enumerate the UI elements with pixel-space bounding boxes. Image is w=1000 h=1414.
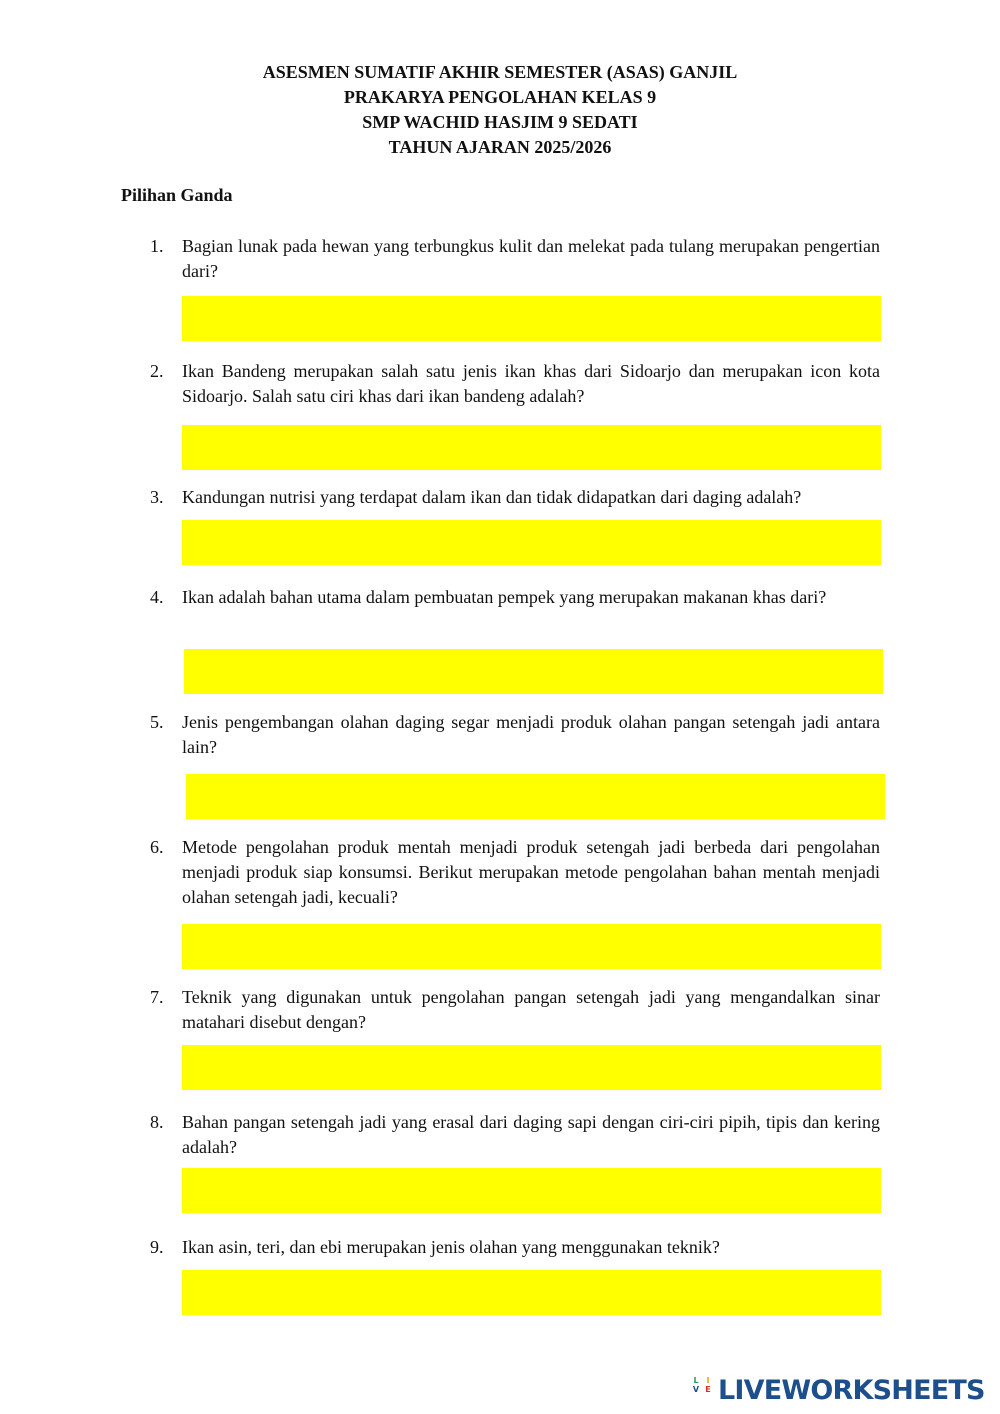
question-text: Teknik yang digunakan untuk pengolahan pangan setengah jadi yang mengandalkan sinar matahari disebut dengan? <box>182 987 880 1032</box>
answer-input-3[interactable] <box>182 520 881 565</box>
question-7 <box>150 985 880 1035</box>
section-title: Pilihan Ganda <box>121 185 233 205</box>
logo-text: LIVEWORKSHEETS <box>718 1374 985 1406</box>
header-year-line: TAHUN AJARAN 2025/2026 <box>388 137 612 157</box>
question-number: 1. <box>150 236 164 256</box>
question-number: 5. <box>150 712 164 732</box>
logo-mark-letter: L <box>693 1376 699 1385</box>
liveworksheets-logo <box>690 1373 985 1407</box>
logo-mark-letter: E <box>705 1385 711 1394</box>
header-title-line: ASESMEN SUMATIF AKHIR SEMESTER (ASAS) GANJIL <box>262 62 738 82</box>
question-1 <box>150 234 880 284</box>
answer-input-9[interactable] <box>182 1270 881 1315</box>
answer-input-7[interactable] <box>182 1045 881 1090</box>
question-text: Ikan adalah bahan utama dalam pembuatan pempek yang merupakan makanan khas dari? <box>182 587 827 607</box>
question-text: Kandungan nutrisi yang terdapat dalam ikan dan tidak didapatkan dari daging adalah? <box>182 487 802 507</box>
question-text: Bagian lunak pada hewan yang terbungkus kulit dan melekat pada tulang merupakan pengertian dari? <box>182 236 880 281</box>
question-9 <box>150 1235 880 1260</box>
question-number: 4. <box>150 587 164 607</box>
logo-mark-letter: I <box>706 1376 710 1385</box>
question-text: Jenis pengembangan olahan daging segar menjadi produk olahan pangan setengah jadi antara lain? <box>182 712 880 757</box>
answer-input-2[interactable] <box>182 425 881 470</box>
question-5 <box>150 710 880 760</box>
worksheet-header <box>0 60 1000 160</box>
header-subject-line: PRAKARYA PENGOLAHAN KELAS 9 <box>343 87 657 107</box>
liveworksheets-logo-icon <box>690 1376 714 1404</box>
logo-mark-letter: V <box>692 1385 700 1394</box>
answer-input-6[interactable] <box>182 924 881 969</box>
question-text: Metode pengolahan produk mentah menjadi produk setengah jadi berbeda dari pengolahan menjadi produk siap konsumsi. Berikut merupakan metode pengolahan bahan mentah menjadi olahan setengah jadi, kecuali? <box>182 837 880 907</box>
answer-input-8[interactable] <box>182 1168 881 1213</box>
question-number: 9. <box>150 1237 164 1257</box>
question-text: Ikan asin, teri, dan ebi merupakan jenis olahan yang menggunakan teknik? <box>182 1237 720 1257</box>
answer-input-1[interactable] <box>182 296 881 341</box>
question-6 <box>150 835 880 910</box>
question-text: Ikan Bandeng merupakan salah satu jenis ikan khas dari Sidoarjo dan merupakan icon kota Sidoarjo. Salah satu ciri khas dari ikan bandeng adalah? <box>182 361 880 406</box>
question-2 <box>150 359 880 409</box>
question-8 <box>150 1110 880 1160</box>
header-school-line: SMP WACHID HASJIM 9 SEDATI <box>362 112 638 132</box>
answer-input-5[interactable] <box>186 774 885 819</box>
question-number: 6. <box>150 837 164 857</box>
question-4 <box>150 585 880 610</box>
question-3 <box>150 485 880 510</box>
question-number: 7. <box>150 987 164 1007</box>
question-text: Bahan pangan setengah jadi yang erasal dari daging sapi dengan ciri-ciri pipih, tipis dan kering adalah? <box>182 1112 880 1157</box>
question-number: 2. <box>150 361 164 381</box>
answer-input-4[interactable] <box>184 649 883 694</box>
question-number: 8. <box>150 1112 164 1132</box>
question-number: 3. <box>150 487 164 507</box>
